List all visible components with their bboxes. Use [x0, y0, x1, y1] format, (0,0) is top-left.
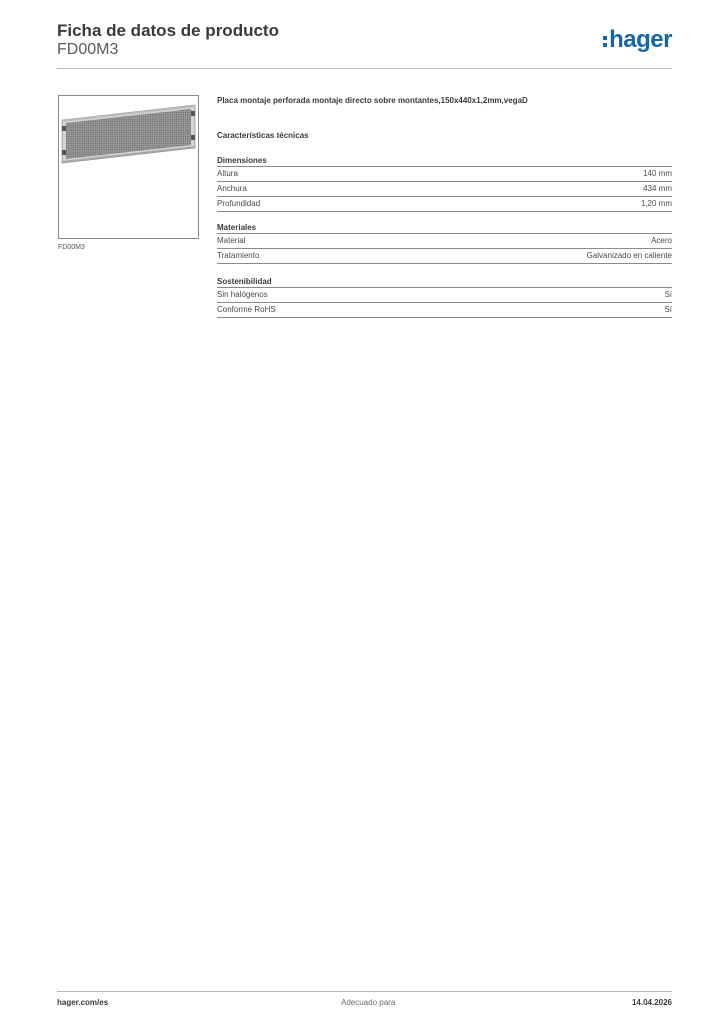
- spec-value: 434 mm: [643, 184, 672, 193]
- spec-value: Sí: [664, 290, 672, 299]
- spec-row: [217, 303, 672, 318]
- spec-label: Tratamiento: [217, 251, 260, 260]
- section-title: Dimensiones: [217, 155, 672, 167]
- logo-text: hager: [609, 26, 672, 53]
- spec-row: [217, 182, 672, 197]
- footer-suitable-for: Adecuado para: [341, 998, 396, 1007]
- spec-value: Acero: [651, 236, 672, 245]
- spec-label: Anchura: [217, 184, 247, 193]
- section-title: Materiales: [217, 222, 672, 234]
- spec-value: Galvanizado en caliente: [586, 251, 672, 260]
- section-dimensions: [217, 155, 672, 212]
- page-header: [57, 20, 672, 68]
- spec-value: Sí: [664, 305, 672, 314]
- footer-website-link[interactable]: hager.com/es: [57, 998, 109, 1007]
- spec-value: 140 mm: [643, 169, 672, 178]
- image-caption: FD00M3: [58, 244, 85, 251]
- spec-label: Profundidad: [217, 199, 261, 208]
- spec-label: Material: [217, 236, 246, 245]
- spec-value: 1,20 mm: [640, 199, 672, 208]
- spec-label: Conforme RoHS: [217, 305, 276, 314]
- product-code: FD00M3: [57, 41, 119, 58]
- footer-date: 14.04.2026: [631, 998, 672, 1007]
- footer-divider: [57, 991, 672, 992]
- perforated-plate-icon: [59, 96, 198, 238]
- product-description: Placa montaje perforada montaje directo sobre montantes,150x440x1,2mm,vegaD: [217, 96, 528, 105]
- logo-dots-icon: [603, 36, 607, 47]
- spec-row: [217, 167, 672, 182]
- section-title: Sostenibilidad: [217, 276, 672, 288]
- hager-logo: [603, 28, 672, 52]
- product-image: [58, 95, 199, 239]
- spec-row: [217, 197, 672, 212]
- section-sustainability: [217, 276, 672, 318]
- spec-label: Altura: [217, 169, 238, 178]
- document-title: Ficha de datos de producto: [57, 21, 279, 40]
- header-divider: [57, 68, 672, 69]
- technical-characteristics-heading: Características técnicas: [217, 131, 309, 140]
- section-materials: [217, 222, 672, 264]
- spec-row: [217, 234, 672, 249]
- spec-row: [217, 249, 672, 264]
- spec-row: [217, 288, 672, 303]
- spec-label: Sin halógenos: [217, 290, 268, 299]
